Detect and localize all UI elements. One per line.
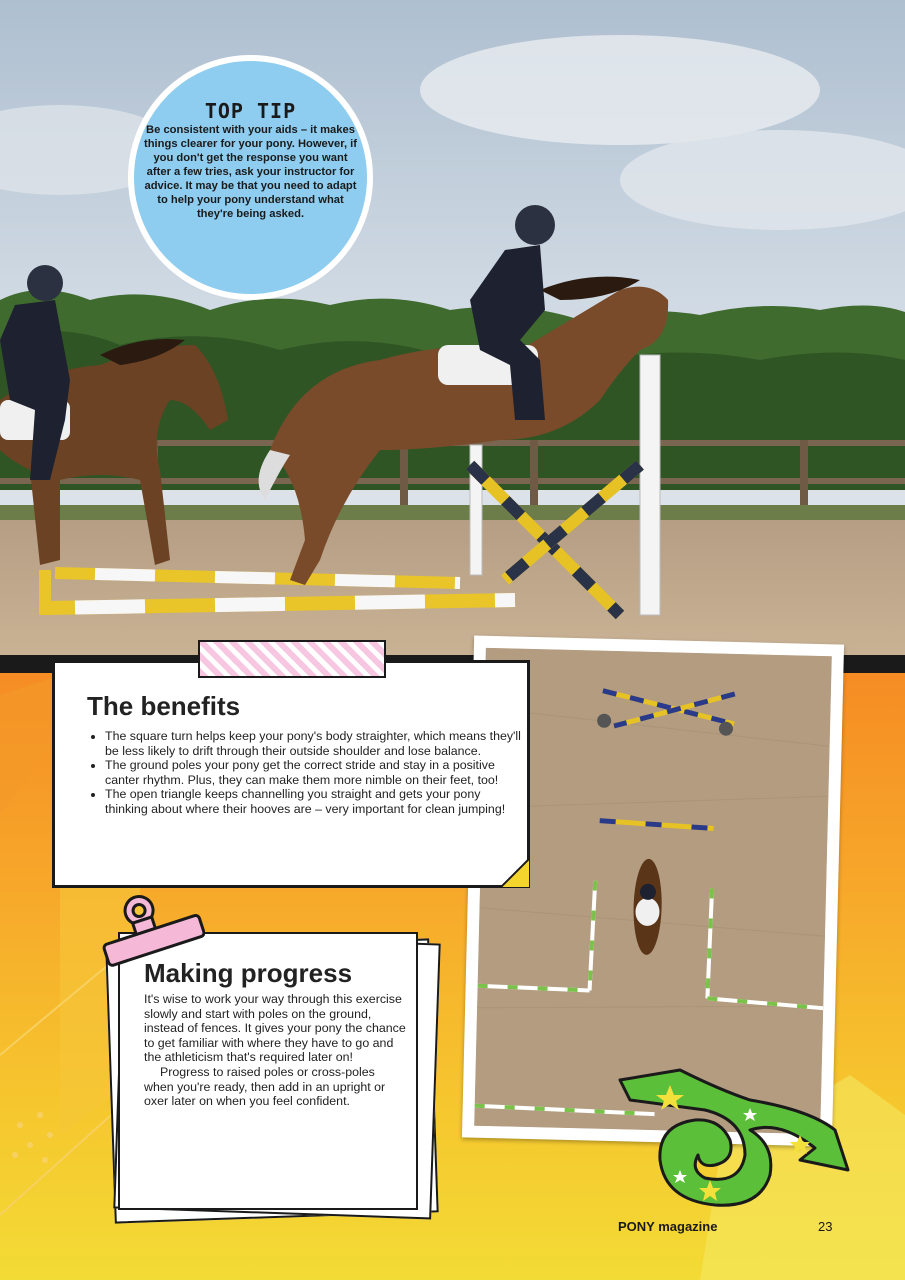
washi-tape: [198, 640, 386, 678]
progress-paragraph: Progress to raised poles or cross-poles when you're ready, then add in an upright or oxer later on when you feel confident.: [144, 1064, 386, 1109]
benefits-item: • The ground poles your pony get the correct stride and stay in a positive canter rhythm. Plus, they can make them more nimble on their feet, too!: [105, 758, 525, 787]
top-tip-badge: [128, 55, 373, 300]
top-tip-title: TOP TIP: [204, 99, 297, 123]
folded-corner: [500, 858, 530, 888]
benefits-item: • The open triangle keeps channelling you straight and gets your pony thinking about where their hooves are – very important for clean jumping!: [105, 787, 525, 816]
benefits-item: • The square turn helps keep your pony's body straighter, which means they'll be less likely to drift through their outside shoulder and lose balance.: [105, 729, 525, 758]
magazine-name: PONY magazine: [618, 1219, 718, 1234]
benefits-title: The benefits: [87, 691, 241, 721]
page-number: 23: [818, 1219, 833, 1234]
making-progress-box: [118, 932, 418, 1210]
benefits-list: [93, 729, 525, 817]
green-swirl-arrow-icon: [610, 1060, 855, 1210]
top-tip-body: Be consistent with your aids – it makes things clearer for your pony. However, if you don't get the response you want after a few tries, ask your instructor for advice. It may be that you need to adapt to help your pony understand what they're being asked.: [143, 124, 358, 220]
progress-paragraph: It's wise to work your way through this exercise slowly and start with poles on the ground, instead of fences. It gives your pony the chance to get familiar with where they have to go and the athleticism that's required later on!: [144, 992, 406, 1065]
paper-clip-icon: [95, 888, 205, 968]
making-progress-title: Making progress: [144, 958, 353, 988]
benefits-box: [52, 660, 530, 888]
making-progress-body: [144, 992, 406, 1109]
